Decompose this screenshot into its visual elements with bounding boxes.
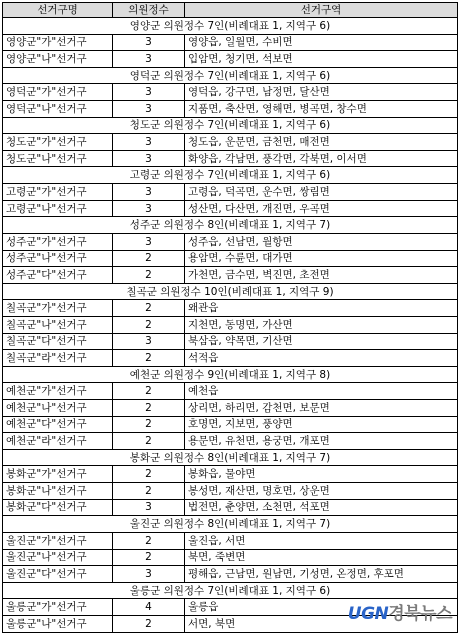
district-area-cell: 영양읍, 일월면, 수비면 <box>185 34 458 51</box>
section-title: 울릉군 의원정수 7인(비례대표 1, 지역구 6) <box>3 582 458 599</box>
district-name-cell: 칠곡군"라"선거구 <box>3 350 113 367</box>
district-name-cell: 고령군"가"선거구 <box>3 184 113 201</box>
district-area-cell: 가천면, 금수면, 벽진면, 초전면 <box>185 267 458 284</box>
district-name-cell: 칠곡군"가"선거구 <box>3 300 113 317</box>
district-area-cell: 지품면, 축산면, 영해면, 병곡면, 창수면 <box>185 101 458 118</box>
district-name-cell: 봉화군"다"선거구 <box>3 499 113 516</box>
district-name-cell: 영양군"가"선거구 <box>3 34 113 51</box>
section-header-row <box>3 167 458 184</box>
section-title: 고령군 의원정수 7인(비례대표 1, 지역구 6) <box>3 167 458 184</box>
district-name-cell: 영양군"나"선거구 <box>3 51 113 68</box>
district-area-cell: 호명면, 지보면, 풍양면 <box>185 416 458 433</box>
seat-count-cell: 2 <box>113 615 185 632</box>
district-area-cell: 용문면, 유천면, 용궁면, 개포면 <box>185 433 458 450</box>
district-name-cell: 영덕군"나"선거구 <box>3 101 113 118</box>
table-row <box>3 350 458 367</box>
district-area-cell: 석적읍 <box>185 350 458 367</box>
section-header-row <box>3 283 458 300</box>
district-area-cell: 지천면, 동명면, 가산면 <box>185 316 458 333</box>
table-row <box>3 499 458 516</box>
table-row <box>3 400 458 417</box>
ugn-news-logo <box>348 599 452 624</box>
district-area-cell: 입암면, 청기면, 석보면 <box>185 51 458 68</box>
district-name-cell: 성주군"다"선거구 <box>3 267 113 284</box>
district-name-cell: 청도군"가"선거구 <box>3 134 113 151</box>
seat-count-cell: 2 <box>113 250 185 267</box>
section-header-row <box>3 516 458 533</box>
section-header-row <box>3 366 458 383</box>
district-name-cell: 울진군"가"선거구 <box>3 532 113 549</box>
seat-count-cell: 2 <box>113 350 185 367</box>
table-row <box>3 200 458 217</box>
district-name-cell: 울릉군"나"선거구 <box>3 615 113 632</box>
district-area-cell: 성산면, 다산면, 개진면, 우곡면 <box>185 200 458 217</box>
seat-count-cell: 3 <box>113 566 185 583</box>
seat-count-cell: 2 <box>113 416 185 433</box>
table-row <box>3 416 458 433</box>
seat-count-cell: 2 <box>113 267 185 284</box>
seat-count-cell: 2 <box>113 483 185 500</box>
district-area-cell: 법전면, 춘양면, 소천면, 석포면 <box>185 499 458 516</box>
district-name-cell: 울진군"나"선거구 <box>3 549 113 566</box>
district-area-cell: 왜관읍 <box>185 300 458 317</box>
section-header-row <box>3 449 458 466</box>
table-row <box>3 184 458 201</box>
table-row <box>3 101 458 118</box>
district-area-cell: 울진읍, 서면 <box>185 532 458 549</box>
seat-count-cell: 2 <box>113 400 185 417</box>
district-name-cell: 예천군"가"선거구 <box>3 383 113 400</box>
seat-count-cell: 3 <box>113 101 185 118</box>
table-row <box>3 134 458 151</box>
table-row <box>3 383 458 400</box>
table-row <box>3 532 458 549</box>
district-area-cell: 울릉읍 <box>185 599 458 616</box>
header-district-area: 선거구역 <box>185 3 458 18</box>
section-title: 봉화군 의원정수 8인(비례대표 1, 지역구 7) <box>3 449 458 466</box>
district-area-cell: 화양읍, 각남면, 풍각면, 각북면, 이서면 <box>185 150 458 167</box>
section-header-row <box>3 117 458 134</box>
seat-count-cell: 3 <box>113 134 185 151</box>
district-name-cell: 예천군"나"선거구 <box>3 400 113 417</box>
header-district-name: 선거구명 <box>3 3 113 18</box>
district-name-cell: 청도군"나"선거구 <box>3 150 113 167</box>
seat-count-cell: 3 <box>113 233 185 250</box>
section-title: 영덕군 의원정수 7인(비례대표 1, 지역구 6) <box>3 67 458 84</box>
district-name-cell: 영덕군"가"선거구 <box>3 84 113 101</box>
seat-count-cell: 3 <box>113 150 185 167</box>
district-area-cell: 영덕읍, 강구면, 남정면, 달산면 <box>185 84 458 101</box>
district-name-cell: 고령군"나"선거구 <box>3 200 113 217</box>
section-header-row <box>3 67 458 84</box>
district-area-cell: 고령읍, 덕곡면, 운수면, 쌍림면 <box>185 184 458 201</box>
seat-count-cell: 3 <box>113 333 185 350</box>
section-title: 영양군 의원정수 7인(비례대표 1, 지역구 6) <box>3 18 458 35</box>
district-area-cell: 봉화읍, 물야면 <box>185 466 458 483</box>
table-row <box>3 267 458 284</box>
district-name-cell: 칠곡군"나"선거구 <box>3 316 113 333</box>
table-row <box>3 233 458 250</box>
district-name-cell: 칠곡군"다"선거구 <box>3 333 113 350</box>
seat-count-cell: 3 <box>113 200 185 217</box>
table-row <box>3 34 458 51</box>
table-body <box>3 18 458 633</box>
district-area-cell: 북삼읍, 약목면, 기산면 <box>185 333 458 350</box>
table-row <box>3 150 458 167</box>
seat-count-cell: 3 <box>113 499 185 516</box>
seat-count-cell: 3 <box>113 84 185 101</box>
section-title: 칠곡군 의원정수 10인(비례대표 1, 지역구 9) <box>3 283 458 300</box>
table-row <box>3 84 458 101</box>
district-area-cell: 용암면, 수륜면, 대가면 <box>185 250 458 267</box>
district-table <box>2 2 458 633</box>
district-name-cell: 봉화군"가"선거구 <box>3 466 113 483</box>
seat-count-cell: 2 <box>113 300 185 317</box>
seat-count-cell: 2 <box>113 549 185 566</box>
district-name-cell: 성주군"나"선거구 <box>3 250 113 267</box>
seat-count-cell: 2 <box>113 433 185 450</box>
district-area-cell: 서면, 북면 <box>185 615 458 632</box>
district-name-cell: 울진군"다"선거구 <box>3 566 113 583</box>
district-name-cell: 성주군"가"선거구 <box>3 233 113 250</box>
seat-count-cell: 4 <box>113 599 185 616</box>
seat-count-cell: 2 <box>113 532 185 549</box>
table-row <box>3 250 458 267</box>
section-title: 청도군 의원정수 7인(비례대표 1, 지역구 6) <box>3 117 458 134</box>
seat-count-cell: 3 <box>113 34 185 51</box>
district-area-cell: 상리면, 하리면, 감천면, 보문면 <box>185 400 458 417</box>
table-row <box>3 300 458 317</box>
section-header-row <box>3 217 458 234</box>
district-name-cell: 예천군"다"선거구 <box>3 416 113 433</box>
header-seat-count: 의원정수 <box>113 3 185 18</box>
district-area-cell: 북면, 죽변면 <box>185 549 458 566</box>
logo-part-gyeongbuk-news: 경북뉴스 <box>388 604 452 624</box>
seat-count-cell: 3 <box>113 51 185 68</box>
seat-count-cell: 2 <box>113 316 185 333</box>
logo-part-ugn: UGN <box>347 604 389 624</box>
section-title: 울진군 의원정수 8인(비례대표 1, 지역구 7) <box>3 516 458 533</box>
table-row <box>3 466 458 483</box>
table-row <box>3 433 458 450</box>
district-area-cell: 성주읍, 선남면, 월항면 <box>185 233 458 250</box>
district-name-cell: 봉화군"나"선거구 <box>3 483 113 500</box>
section-header-row <box>3 582 458 599</box>
table-row <box>3 483 458 500</box>
district-name-cell: 울릉군"가"선거구 <box>3 599 113 616</box>
district-area-cell: 평해읍, 근남면, 원남면, 기성면, 온정면, 후포면 <box>185 566 458 583</box>
seat-count-cell: 2 <box>113 466 185 483</box>
header-row <box>3 3 458 18</box>
district-area-cell: 청도읍, 운문면, 금천면, 매전면 <box>185 134 458 151</box>
table-row <box>3 51 458 68</box>
section-header-row <box>3 18 458 35</box>
section-title: 성주군 의원정수 8인(비례대표 1, 지역구 7) <box>3 217 458 234</box>
district-area-cell: 봉성면, 재산면, 명호면, 상운면 <box>185 483 458 500</box>
district-name-cell: 예천군"라"선거구 <box>3 433 113 450</box>
table-row <box>3 549 458 566</box>
section-title: 예천군 의원정수 9인(비례대표 1, 지역구 8) <box>3 366 458 383</box>
table-row <box>3 566 458 583</box>
seat-count-cell: 3 <box>113 184 185 201</box>
seat-count-cell: 2 <box>113 383 185 400</box>
table-row <box>3 316 458 333</box>
table-row <box>3 333 458 350</box>
district-area-cell: 예천읍 <box>185 383 458 400</box>
